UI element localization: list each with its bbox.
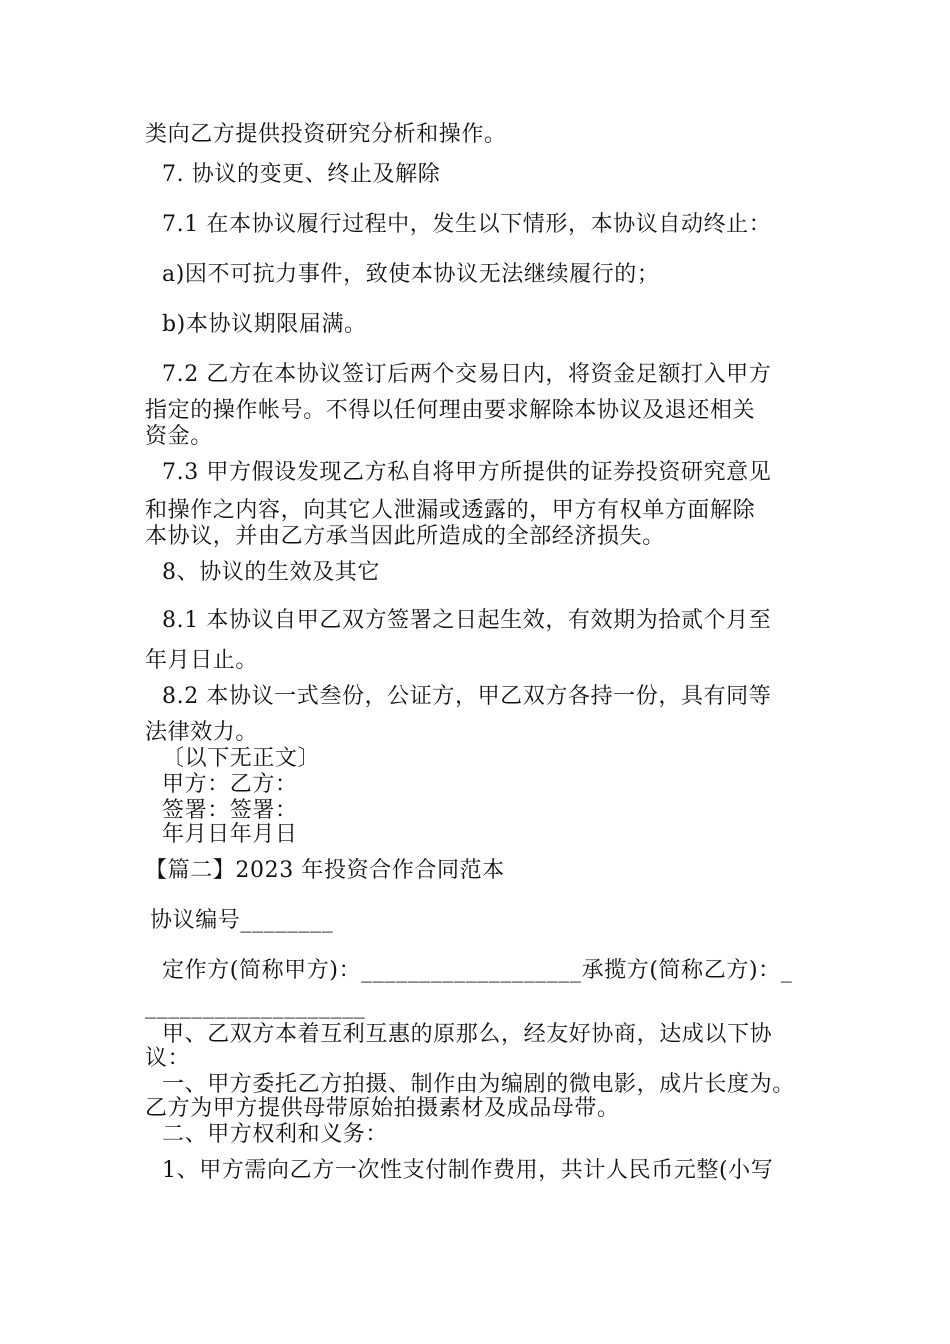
text-line: 乙方为甲方提供母带原始拍摄素材及成品母带。 — [145, 1096, 620, 1121]
text-line: 1、甲方需向乙方一次性支付制作费用，共计人民币元整(小写 — [162, 1158, 774, 1183]
section-heading: 7. 协议的变更、终止及解除 — [162, 162, 441, 187]
text-line: 7.3 甲方假设发现乙方私自将甲方所提供的证券投资研究意见 — [162, 460, 772, 485]
section-heading: 【篇二】2023 年投资合作合同范本 — [145, 858, 505, 883]
text-line: 资金。 — [145, 424, 213, 449]
text-line: 和操作之内容，向其它人泄漏或透露的，甲方有权单方面解除 — [145, 498, 756, 523]
text-line: 〔以下无正文〕 — [162, 746, 321, 771]
text-line: 定作方(简称甲方)：___________________承揽方(简称乙方)：_ — [162, 958, 793, 983]
text-line: b)本协议期限届满。 — [162, 312, 367, 337]
text-line: 年月日年月日 — [162, 822, 298, 847]
text-line: 协议编号________ — [150, 908, 334, 933]
text-line: 本协议，并由乙方承当因此所造成的全部经济损失。 — [145, 524, 665, 549]
text-line: ___________________ — [145, 994, 366, 1019]
text-line: a)因不可抗力事件，致使本协议无法继续履行的； — [162, 262, 660, 287]
text-line: 8.2 本协议一式叁份，公证方，甲乙双方各持一份，具有同等 — [162, 684, 772, 709]
section-heading: 8、协议的生效及其它 — [162, 560, 380, 585]
text-line: 甲、乙双方本着互利互惠的原那么，经友好协商，达成以下协 — [162, 1022, 773, 1047]
text-line: 指定的操作帐号。不得以任何理由要求解除本协议及退还相关 — [145, 398, 756, 423]
text-line: 一、甲方委托乙方拍摄、制作由为编剧的微电影，成片长度为。 — [162, 1072, 795, 1097]
text-line: 7.1 在本协议履行过程中，发生以下情形，本协议自动终止： — [162, 212, 772, 237]
text-line: 法律效力。 — [145, 720, 259, 745]
text-line: 年月日止。 — [145, 648, 259, 673]
text-line: 议： — [145, 1046, 191, 1071]
text-line: 甲方：乙方： — [162, 772, 298, 797]
text-line: 签署：签署： — [162, 798, 298, 823]
section-heading: 二、甲方权利和义务： — [162, 1122, 389, 1147]
text-line: 8.1 本协议自甲乙双方签署之日起生效，有效期为拾贰个月至 — [162, 608, 772, 633]
text-line: 7.2 乙方在本协议签订后两个交易日内，将资金足额打入甲方 — [162, 362, 772, 387]
text-line: 类向乙方提供投资研究分析和操作。 — [145, 122, 507, 147]
